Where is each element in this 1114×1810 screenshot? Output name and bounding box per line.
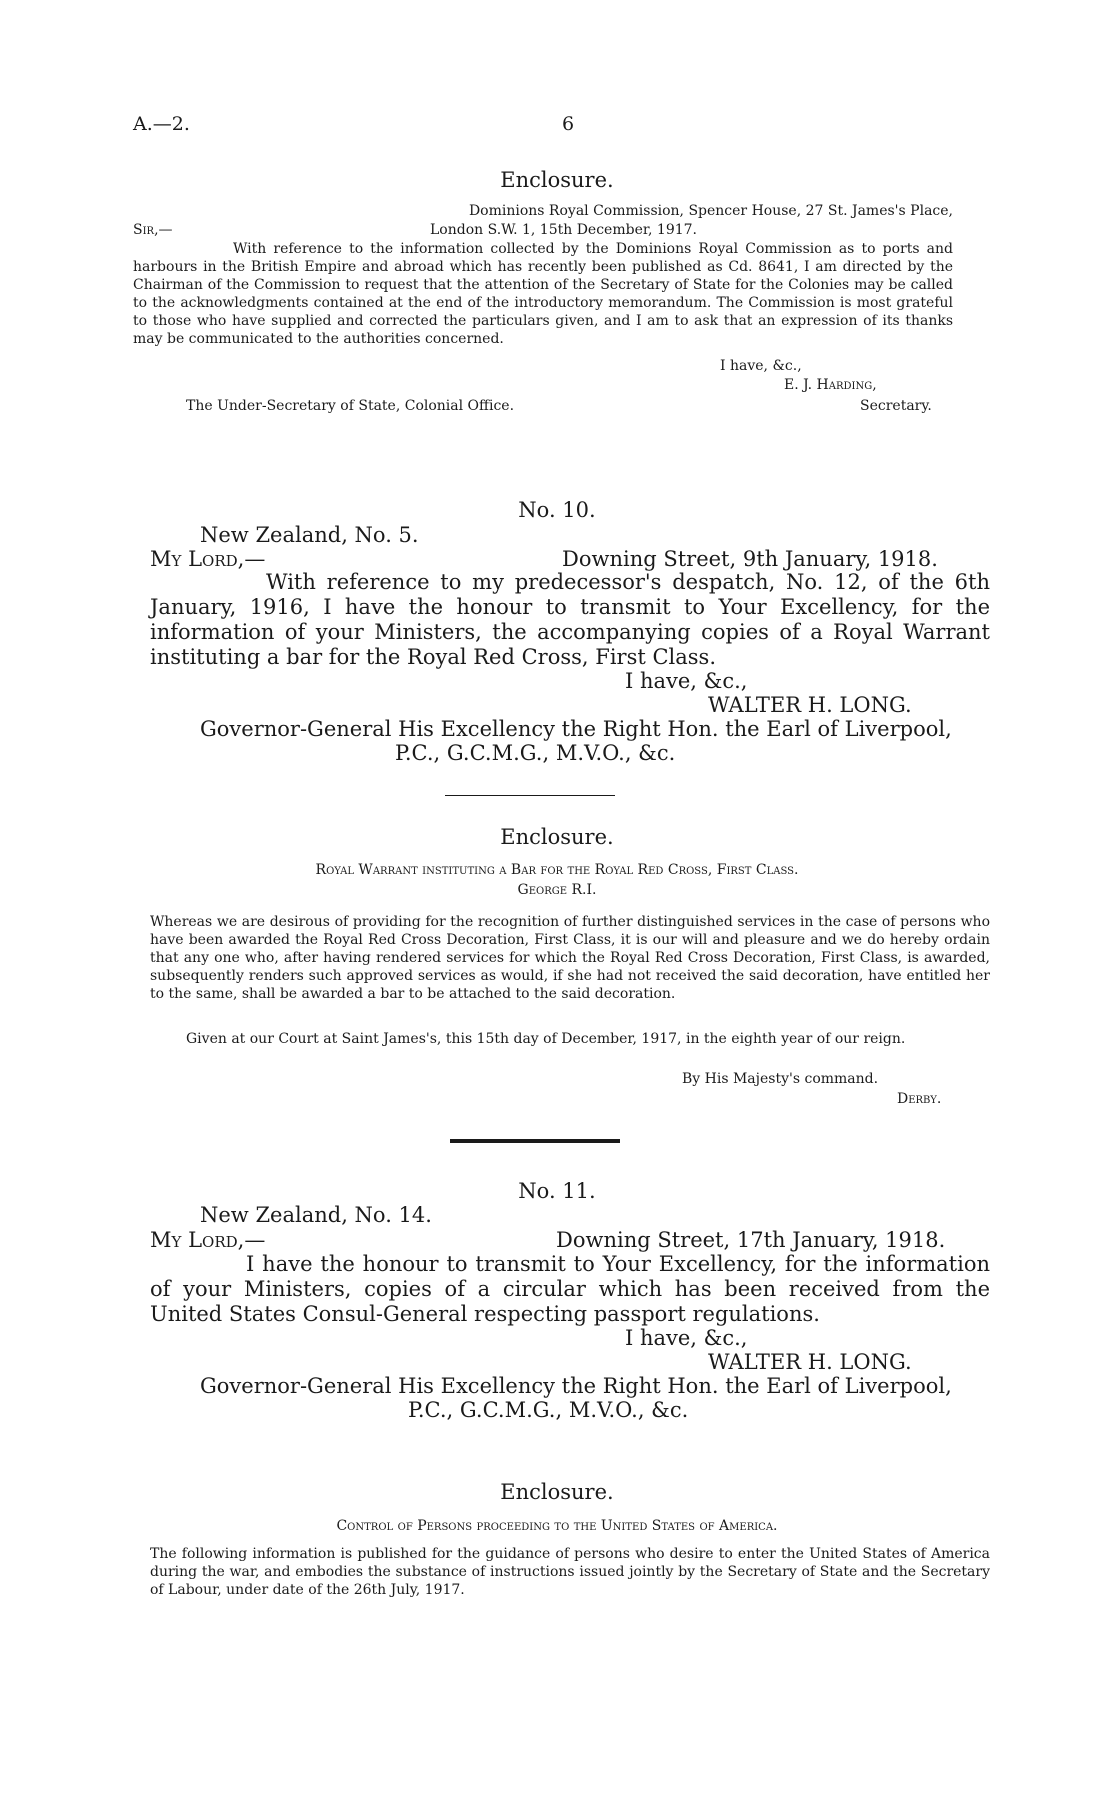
- closing: I have, &c.,: [625, 669, 748, 693]
- addressee: Governor-General His Excellency the Right Hon. the Earl of Liverpool,: [200, 1374, 952, 1398]
- section-divider: [450, 1139, 620, 1143]
- enclosure-date: London S.W. 1, 15th December, 1917.: [430, 222, 697, 238]
- signer-title: Secretary.: [860, 398, 932, 414]
- signature: Derby.: [897, 1091, 942, 1107]
- sovereign-signature: George R.I.: [517, 882, 597, 898]
- signature: E. J. Harding,: [784, 377, 877, 393]
- addressee-honours: P.C., G.C.M.G., M.V.O., &c.: [395, 741, 676, 765]
- circular-body: The following information is published for the guidance of persons who desire to enter the United States of America during the war, and embodies the substance of instructions issued jointly by the Secretary of State and the Secretary of Labour, under date of the 26th July, 1917.: [150, 1546, 990, 1598]
- signature: WALTER H. LONG.: [708, 1350, 912, 1374]
- salutation: My Lord,—: [150, 1228, 266, 1252]
- place-date: Downing Street, 17th January, 1918.: [556, 1228, 946, 1252]
- page-number: 6: [562, 113, 575, 135]
- warrant-given: Given at our Court at Saint James's, this 15th day of December, 1917, in the eighth year of our reign.: [186, 1031, 906, 1047]
- addressee-honours: P.C., G.C.M.G., M.V.O., &c.: [408, 1398, 689, 1422]
- despatch-ref: New Zealand, No. 14.: [200, 1203, 432, 1227]
- recipient: The Under-Secretary of State, Colonial Office.: [186, 398, 515, 414]
- despatch-number: No. 11.: [518, 1179, 596, 1203]
- addressee: Governor-General His Excellency the Right Hon. the Earl of Liverpool,: [200, 717, 952, 741]
- circular-title: Control of Persons proceeding to the United States of America.: [336, 1518, 778, 1534]
- warrant-body: Whereas we are desirous of providing for the recognition of further distinguished services in the case of persons who have been awarded the Royal Red Cross Decoration, First Class, it is our will and pleasure and we do hereby ordain that any one who, after having rendered services for which the Royal Red Cross Decoration, First Class, is awarded, subsequently renders such approved services as would, if she had not received the said decoration, have entitled her to the same, shall be awarded a bar to be attached to the said decoration.: [150, 914, 990, 1002]
- despatch-ref: New Zealand, No. 5.: [200, 523, 419, 547]
- enclosure-heading: Enclosure.: [500, 1480, 614, 1504]
- place-date: Downing Street, 9th January, 1918.: [562, 547, 938, 571]
- page-reference: A.—2.: [133, 113, 190, 135]
- despatch-body: With reference to my predecessor's despatch, No. 12, of the 6th January, 1916, I have the honour to transmit to Your Excellency, for the information of your Ministers, the accompanying copies of a Royal Warrant instituting a bar for the Royal Red Cross, First Class.: [150, 570, 990, 669]
- despatch-number: No. 10.: [518, 498, 596, 522]
- enclosure-heading: Enclosure.: [500, 825, 614, 849]
- despatch-body: I have the honour to transmit to Your Excellency, for the information of your Ministers, copies of a circular which has been received from the United States Consul-General respecting passport regulations.: [150, 1252, 990, 1326]
- divider: [445, 795, 615, 796]
- signature: WALTER H. LONG.: [708, 693, 912, 717]
- warrant-title: Royal Warrant instituting a Bar for the Royal Red Cross, First Class.: [315, 862, 799, 878]
- salutation: My Lord,—: [150, 547, 266, 571]
- salutation: Sir,—: [133, 222, 173, 238]
- enclosure-body: With reference to the information collected by the Dominions Royal Commission as to ports and harbours in the British Empire and abroad which has recently been published as Cd. 8641, I am directed by the Chairman of the Commission to request that the attention of the Secretary of State for the Colonies may be called to the acknowledgments contained at the end of the introductory memorandum. The Commission is most grateful to those who have supplied and corrected the particulars given, and I am to ask that an expression of its thanks may be communicated to the authorities concerned.: [133, 241, 953, 347]
- closing: I have, &c.,: [720, 358, 802, 374]
- enclosure-heading: Enclosure.: [500, 168, 614, 192]
- closing: I have, &c.,: [625, 1326, 748, 1350]
- enclosure-address: Dominions Royal Commission, Spencer House, 27 St. James's Place,: [468, 203, 953, 219]
- command: By His Majesty's command.: [682, 1071, 879, 1087]
